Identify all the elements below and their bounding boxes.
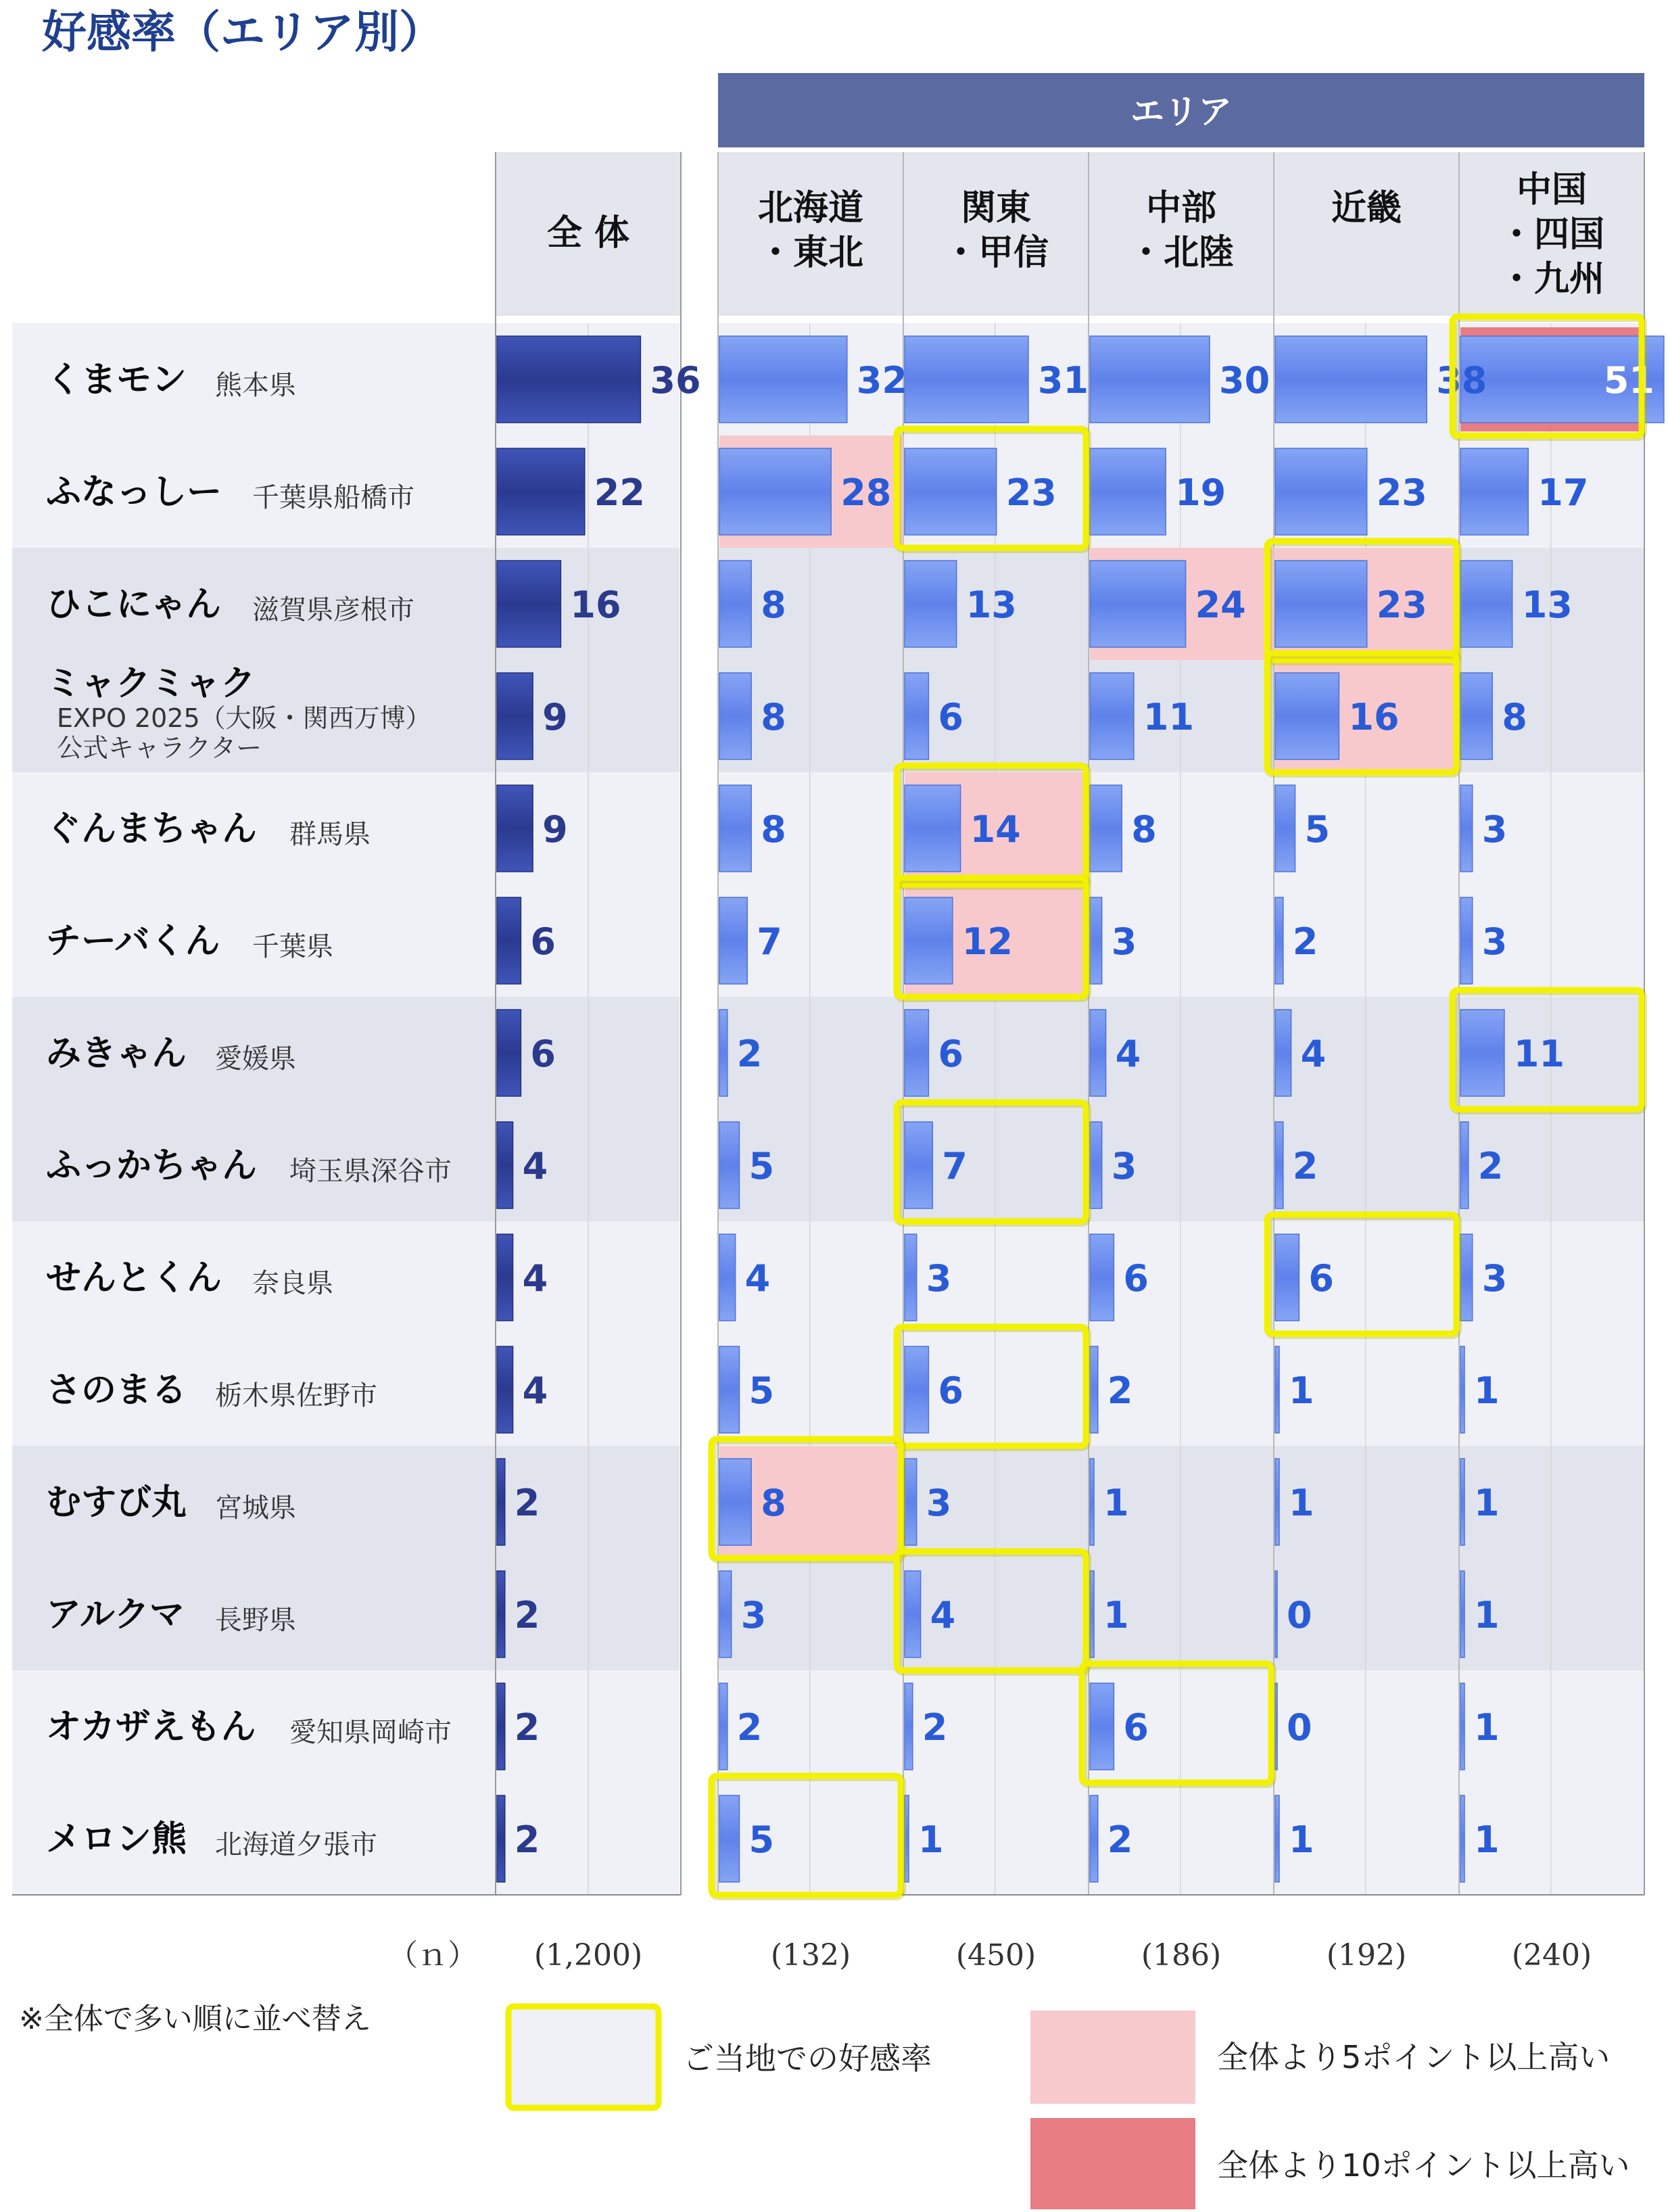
area-bar bbox=[905, 448, 997, 535]
total-value-label: 4 bbox=[522, 1369, 548, 1412]
area-bar bbox=[1460, 897, 1473, 984]
area-value-label: 2 bbox=[1477, 1145, 1504, 1187]
area-value-label: 17 bbox=[1538, 471, 1589, 514]
character-place: 公式キャラクター bbox=[57, 733, 262, 763]
area-value-label: 1 bbox=[1474, 1706, 1500, 1749]
legend-plus10-swatch bbox=[1030, 2118, 1195, 2209]
character-name: さのまる bbox=[46, 1370, 187, 1411]
area-value-label: 3 bbox=[1111, 1145, 1137, 1187]
area-bar bbox=[1275, 897, 1283, 984]
area-bar bbox=[719, 561, 751, 647]
character-place: 愛知県岡崎市 bbox=[289, 1717, 452, 1748]
area-value-label: 1 bbox=[1474, 1482, 1500, 1524]
total-value-label: 36 bbox=[650, 359, 701, 402]
total-bar bbox=[497, 1571, 505, 1657]
total-bar bbox=[497, 673, 533, 759]
area-value-label: 3 bbox=[926, 1257, 952, 1300]
area-value-label: 2 bbox=[736, 1706, 763, 1749]
total-bar bbox=[497, 1346, 513, 1433]
area-bar bbox=[905, 1683, 913, 1770]
total-bar bbox=[497, 448, 585, 535]
area-value-label: 1 bbox=[1289, 1818, 1314, 1861]
area-bar bbox=[1275, 1234, 1299, 1321]
area-bar bbox=[905, 897, 953, 984]
header-area-label: ・四国 bbox=[1498, 214, 1605, 255]
total-value-label: 2 bbox=[514, 1482, 540, 1524]
area-bar bbox=[1275, 1459, 1279, 1545]
area-bar bbox=[1090, 1683, 1114, 1770]
area-bar bbox=[905, 1010, 928, 1096]
area-bar bbox=[1275, 1122, 1283, 1208]
area-value-label: 4 bbox=[744, 1257, 771, 1300]
area-bar bbox=[1090, 1795, 1098, 1882]
area-bar bbox=[1460, 1346, 1464, 1433]
area-value-label: 7 bbox=[942, 1145, 968, 1187]
total-bar bbox=[497, 1459, 505, 1545]
area-bar bbox=[1090, 1010, 1106, 1096]
total-value-label: 2 bbox=[514, 1706, 540, 1749]
character-place: 栃木県佐野市 bbox=[215, 1380, 377, 1411]
area-value-label: 8 bbox=[761, 696, 786, 738]
area-bar bbox=[905, 785, 961, 872]
area-value-label: 19 bbox=[1175, 471, 1226, 514]
n-value: (192) bbox=[1326, 1938, 1407, 1973]
area-bar bbox=[1275, 1010, 1291, 1096]
area-bar bbox=[1275, 336, 1427, 423]
area-value-label: 6 bbox=[1308, 1257, 1334, 1300]
area-bar bbox=[719, 1683, 728, 1770]
area-bar bbox=[1460, 1683, 1464, 1770]
area-bar bbox=[719, 897, 747, 984]
area-value-label: 0 bbox=[1287, 1594, 1312, 1637]
area-value-label: 6 bbox=[1123, 1257, 1149, 1300]
row-band-areas bbox=[718, 1221, 1644, 1446]
header-area-label: 近畿 bbox=[1331, 188, 1402, 229]
area-bar bbox=[719, 1571, 732, 1657]
gap-strip bbox=[681, 152, 718, 1896]
total-value-label: 9 bbox=[542, 696, 568, 738]
area-value-label: 1 bbox=[1474, 1369, 1500, 1412]
area-bar bbox=[905, 1571, 921, 1657]
area-value-label: 2 bbox=[1107, 1818, 1133, 1861]
header-area-label: 中部 bbox=[1145, 188, 1217, 229]
area-bar bbox=[1460, 673, 1492, 759]
area-bar bbox=[1460, 1459, 1464, 1545]
character-name: みきゃん bbox=[46, 1033, 187, 1074]
area-value-label: 5 bbox=[748, 1818, 775, 1861]
area-value-label: 2 bbox=[736, 1033, 763, 1075]
area-bar bbox=[719, 448, 831, 535]
area-bar bbox=[1275, 785, 1295, 872]
total-value-label: 2 bbox=[514, 1818, 540, 1861]
area-bar bbox=[1460, 1571, 1464, 1657]
area-value-label: 13 bbox=[1521, 584, 1573, 626]
area-bar bbox=[905, 561, 957, 647]
area-bar bbox=[1460, 785, 1473, 872]
character-name: メロン熊 bbox=[46, 1819, 187, 1860]
total-bar bbox=[497, 897, 521, 984]
area-value-label: 13 bbox=[966, 584, 1017, 626]
area-bar bbox=[1275, 1795, 1279, 1882]
total-bar bbox=[497, 1683, 505, 1770]
area-bar bbox=[905, 1122, 932, 1208]
area-bar bbox=[1460, 448, 1528, 535]
area-value-label: 3 bbox=[926, 1482, 952, 1524]
total-value-label: 4 bbox=[522, 1257, 548, 1300]
area-value-label: 28 bbox=[840, 471, 892, 514]
area-value-label: 7 bbox=[757, 920, 782, 963]
header-area-label: 北海道 bbox=[757, 188, 864, 229]
character-name: ひこにゃん bbox=[46, 584, 221, 625]
header-area-label: ・九州 bbox=[1498, 259, 1605, 300]
character-name: ぐんまちゃん bbox=[46, 809, 258, 849]
area-bar bbox=[1460, 561, 1512, 647]
total-bar bbox=[497, 1795, 505, 1882]
header-area-label: ・北陸 bbox=[1128, 233, 1235, 273]
area-bar bbox=[719, 1122, 740, 1208]
header-area-label: ・甲信 bbox=[943, 233, 1049, 273]
area-value-label: 1 bbox=[1289, 1482, 1314, 1524]
total-bar bbox=[497, 785, 533, 872]
area-value-label: 1 bbox=[1103, 1482, 1129, 1524]
area-value-label: 16 bbox=[1348, 696, 1400, 738]
area-bar bbox=[719, 1346, 740, 1433]
area-value-label: 3 bbox=[1481, 808, 1508, 851]
area-bar bbox=[1460, 1010, 1504, 1096]
area-bar bbox=[905, 1459, 917, 1545]
n-value: (450) bbox=[955, 1938, 1036, 1973]
area-value-label: 51 bbox=[1603, 359, 1654, 402]
character-place: 愛媛県 bbox=[215, 1043, 296, 1075]
character-place: 滋賀県彦根市 bbox=[252, 594, 414, 626]
area-value-label: 24 bbox=[1195, 584, 1246, 626]
n-label: （ｎ） bbox=[388, 1938, 477, 1973]
area-value-label: 8 bbox=[761, 584, 786, 626]
character-name: アルクマ bbox=[46, 1595, 185, 1635]
total-bar bbox=[497, 561, 561, 647]
area-bar bbox=[719, 1459, 751, 1545]
character-place: 群馬県 bbox=[289, 819, 371, 850]
character-place: 千葉県船橋市 bbox=[252, 482, 414, 513]
area-value-label: 5 bbox=[748, 1145, 775, 1187]
area-bar bbox=[719, 1795, 740, 1882]
area-value-label: 1 bbox=[1474, 1594, 1500, 1637]
area-bar bbox=[1090, 673, 1134, 759]
area-value-label: 23 bbox=[1376, 471, 1427, 514]
area-bar bbox=[1460, 1795, 1464, 1882]
footnote: ※全体で多い順に並べ替え bbox=[19, 2002, 371, 2036]
total-value-label: 9 bbox=[542, 808, 568, 851]
area-bar bbox=[905, 673, 928, 759]
area-value-label: 5 bbox=[1304, 808, 1331, 851]
area-bar bbox=[1460, 1234, 1473, 1321]
area-value-label: 0 bbox=[1287, 1706, 1312, 1749]
legend-local-label: ご当地での好感率 bbox=[683, 2040, 932, 2077]
page-title: 好感率（エリア別） bbox=[42, 6, 444, 58]
character-place: 北海道夕張市 bbox=[215, 1829, 377, 1860]
area-bar bbox=[1090, 897, 1102, 984]
area-value-label: 6 bbox=[1123, 1706, 1149, 1749]
character-name: ふなっしー bbox=[46, 472, 222, 513]
area-value-label: 8 bbox=[1131, 808, 1157, 851]
character-place: 宮城県 bbox=[215, 1492, 296, 1524]
character-name: ふっかちゃん bbox=[46, 1146, 258, 1186]
area-bar bbox=[1090, 785, 1122, 872]
area-bar bbox=[719, 336, 847, 423]
area-value-label: 2 bbox=[1292, 1145, 1318, 1187]
total-bar bbox=[497, 336, 640, 423]
area-value-label: 23 bbox=[1005, 471, 1057, 514]
character-place: 千葉県 bbox=[252, 931, 333, 962]
area-value-label: 12 bbox=[961, 920, 1013, 963]
total-bar bbox=[497, 1234, 513, 1321]
area-value-label: 6 bbox=[938, 1369, 963, 1412]
character-place: 埼玉県深谷市 bbox=[289, 1156, 452, 1187]
area-value-label: 4 bbox=[1300, 1033, 1327, 1075]
character-place: 奈良県 bbox=[252, 1268, 333, 1299]
total-value-label: 22 bbox=[594, 471, 645, 514]
total-value-label: 6 bbox=[530, 1033, 556, 1075]
area-bar bbox=[1090, 1459, 1094, 1545]
area-value-label: 8 bbox=[761, 808, 786, 851]
area-bar bbox=[1090, 336, 1210, 423]
legend-plus10-label: 全体より10ポイント以上高い bbox=[1217, 2147, 1630, 2184]
area-bar bbox=[1275, 1571, 1277, 1657]
area-value-label: 30 bbox=[1219, 359, 1270, 402]
area-bar bbox=[905, 336, 1028, 423]
area-value-label: 2 bbox=[922, 1706, 948, 1749]
area-bar bbox=[1275, 673, 1339, 759]
area-value-label: 3 bbox=[1481, 920, 1508, 963]
header-area-label: 中国 bbox=[1516, 170, 1588, 210]
character-name: むすび丸 bbox=[46, 1482, 187, 1523]
character-place: 長野県 bbox=[215, 1605, 296, 1636]
area-bar bbox=[905, 1234, 917, 1321]
character-place: 熊本県 bbox=[215, 370, 296, 401]
area-value-label: 4 bbox=[930, 1594, 956, 1637]
area-bar bbox=[1090, 1122, 1102, 1208]
total-value-label: 6 bbox=[530, 920, 556, 963]
area-value-label: 1 bbox=[918, 1818, 944, 1861]
area-bar bbox=[719, 673, 751, 759]
header-total-label: 全 体 bbox=[546, 213, 630, 254]
area-bar bbox=[1090, 448, 1166, 535]
row-band-areas bbox=[718, 772, 1644, 997]
area-value-label: 3 bbox=[1481, 1257, 1508, 1300]
area-value-label: 32 bbox=[856, 359, 907, 402]
total-value-label: 16 bbox=[570, 584, 621, 626]
area-value-label: 38 bbox=[1436, 359, 1487, 402]
character-name: チーバくん bbox=[46, 921, 220, 962]
legend-local-swatch bbox=[508, 2006, 659, 2108]
area-bar bbox=[1275, 561, 1367, 647]
n-value: (132) bbox=[770, 1938, 851, 1973]
area-bar bbox=[905, 1346, 928, 1433]
area-value-label: 6 bbox=[938, 1033, 963, 1075]
legend-plus5-swatch bbox=[1030, 2010, 1195, 2104]
header-area-label: 関東 bbox=[960, 188, 1032, 229]
character-name: せんとくん bbox=[46, 1258, 222, 1298]
total-value-label: 2 bbox=[514, 1594, 540, 1637]
area-bar bbox=[1275, 448, 1367, 535]
n-value: (186) bbox=[1141, 1938, 1222, 1973]
area-bar bbox=[1460, 1122, 1469, 1208]
character-name: ミャクミャク bbox=[46, 663, 256, 704]
area-bar bbox=[719, 785, 751, 872]
n-value: (1,200) bbox=[533, 1938, 643, 1973]
area-bar bbox=[719, 1234, 736, 1321]
area-value-label: 14 bbox=[970, 808, 1021, 851]
area-value-label: 31 bbox=[1037, 359, 1089, 402]
area-value-label: 3 bbox=[740, 1594, 767, 1637]
total-bar bbox=[497, 1010, 521, 1096]
header-cell-area bbox=[1274, 152, 1458, 316]
total-value-label: 4 bbox=[522, 1145, 548, 1187]
area-value-label: 11 bbox=[1513, 1033, 1565, 1075]
total-bar bbox=[497, 1122, 513, 1208]
area-value-label: 1 bbox=[1474, 1818, 1500, 1861]
area-value-label: 6 bbox=[938, 696, 963, 738]
area-value-label: 11 bbox=[1143, 696, 1195, 738]
area-value-label: 5 bbox=[748, 1369, 775, 1412]
area-bar bbox=[1090, 561, 1186, 647]
area-bar bbox=[719, 1010, 728, 1096]
area-bar bbox=[1090, 1234, 1114, 1321]
character-name: オカザえもん bbox=[46, 1707, 256, 1747]
area-bar bbox=[1275, 1346, 1279, 1433]
header-area-label: ・東北 bbox=[757, 233, 864, 273]
area-value-label: 2 bbox=[1292, 920, 1318, 963]
legend-plus5-label: 全体より5ポイント以上高い bbox=[1217, 2039, 1611, 2075]
area-value-label: 1 bbox=[1103, 1594, 1129, 1637]
character-place: EXPO 2025（大阪・関西万博） bbox=[57, 703, 431, 733]
n-value: (240) bbox=[1511, 1938, 1592, 1973]
area-value-label: 8 bbox=[1502, 696, 1527, 738]
character-name: くまモン bbox=[46, 360, 187, 400]
area-value-label: 3 bbox=[1111, 920, 1137, 963]
area-value-label: 23 bbox=[1376, 584, 1427, 626]
area-value-label: 8 bbox=[761, 1482, 786, 1524]
area-value-label: 4 bbox=[1115, 1033, 1141, 1075]
area-value-label: 2 bbox=[1107, 1369, 1133, 1412]
area-group-label: エリア bbox=[1130, 92, 1232, 131]
area-value-label: 1 bbox=[1289, 1369, 1314, 1412]
